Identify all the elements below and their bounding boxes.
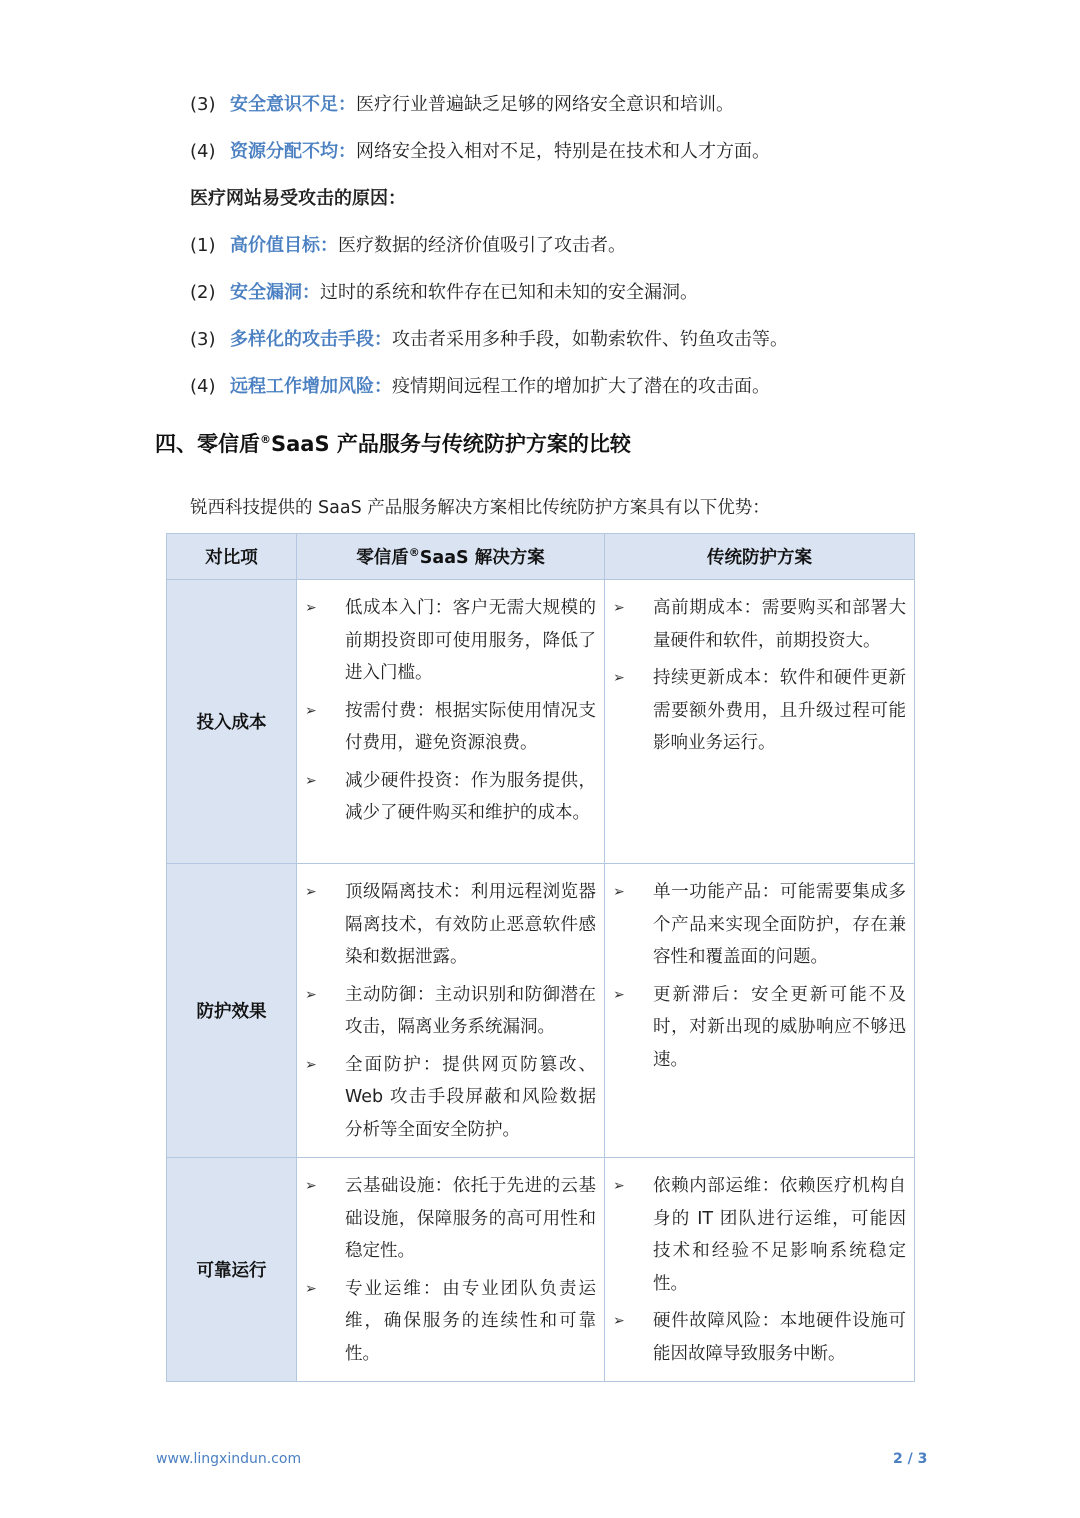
list-text: 医疗数据的经济价值吸引了攻击者。 <box>338 235 626 256</box>
bullet-text: 依赖内部运维：依赖医疗机构自身的 IT 团队进行运维，可能因技术和经验不足影响系统稳定性。 <box>653 1176 906 1294</box>
subheading: 医疗网站易受攻击的原因： <box>190 188 406 209</box>
bullet-text: 硬件故障风险：本地硬件设施可能因故障导致服务中断。 <box>653 1311 906 1364</box>
list-item <box>190 90 950 137</box>
bullet-item <box>613 1170 906 1300</box>
bullet-item <box>613 662 906 760</box>
bullet-text: 高前期成本：需要购买和部署大量硬件和软件，前期投资大。 <box>653 598 906 651</box>
arrow-bullet-icon: ➢ <box>305 1178 317 1194</box>
saas-cell <box>297 1158 605 1382</box>
saas-cell <box>297 864 605 1158</box>
arrow-bullet-icon: ➢ <box>613 670 625 686</box>
section-title <box>155 428 631 458</box>
bullet-item <box>305 979 596 1044</box>
arrow-bullet-icon: ➢ <box>305 1280 317 1297</box>
arrow-bullet-icon: ➢ <box>305 884 317 900</box>
bullet-item <box>305 876 596 974</box>
traditional-cell <box>605 580 915 864</box>
bullet-item <box>305 1273 596 1371</box>
row-label: 投入成本 <box>167 580 297 864</box>
page-number: 2 / 3 <box>893 1451 928 1467</box>
bullet-item <box>305 695 596 760</box>
arrow-bullet-icon: ➢ <box>613 1313 625 1329</box>
table-header-row <box>167 534 915 580</box>
list-term: 多样化的攻击手段： <box>230 329 392 350</box>
bullet-item <box>613 979 906 1077</box>
list-number: (2) <box>190 282 216 303</box>
footer-url: www.lingxindun.com <box>156 1451 302 1467</box>
bullet-text: 专业运维：由专业团队负责运维，确保服务的连续性和可靠性。 <box>345 1278 596 1364</box>
row-label: 防护效果 <box>167 864 297 1158</box>
header-saas-solution <box>297 534 605 580</box>
list-item <box>190 231 950 278</box>
arrow-bullet-icon: ➢ <box>613 600 625 616</box>
list-text: 医疗行业普遍缺乏足够的网络安全意识和培训。 <box>356 94 734 115</box>
list-item <box>190 372 950 419</box>
list-item <box>190 278 950 325</box>
header-saas-prefix: 零信盾 <box>356 548 409 568</box>
list-text: 网络安全投入相对不足，特别是在技术和人才方面。 <box>356 141 770 162</box>
list-item <box>190 137 950 184</box>
bullet-item <box>613 592 906 657</box>
traditional-cell <box>605 1158 915 1382</box>
bullet-text: 顶级隔离技术：利用远程浏览器隔离技术，有效防止恶意软件感染和数据泄露。 <box>345 882 596 967</box>
bullet-text: 云基础设施：依托于先进的云基础设施，保障服务的高可用性和稳定性。 <box>345 1176 596 1261</box>
table-row <box>167 580 915 864</box>
bullet-item <box>305 765 596 830</box>
bullet-text: 减少硬件投资：作为服务提供，减少了硬件购买和维护的成本。 <box>345 770 596 823</box>
bullet-text: 更新滞后：安全更新可能不及时，对新出现的威胁响应不够迅速。 <box>653 984 906 1070</box>
list-number: (4) <box>190 141 216 162</box>
list-number: (3) <box>190 94 216 115</box>
bullet-text: 全面防护：提供网页防篡改、Web 攻击手段屏蔽和风险数据分析等全面安全防护。 <box>345 1054 596 1140</box>
list-term: 安全漏洞： <box>230 282 320 303</box>
bullet-item <box>305 1049 596 1147</box>
section-title-prefix: 四、零信盾 <box>155 432 260 456</box>
arrow-bullet-icon: ➢ <box>305 986 317 1003</box>
list-number: (1) <box>190 235 216 256</box>
bullet-text: 持续更新成本：软件和硬件更新需要额外费用，且升级过程可能影响业务运行。 <box>653 668 906 753</box>
arrow-bullet-icon: ➢ <box>613 986 625 1003</box>
table-row <box>167 864 915 1158</box>
bullet-text: 主动防御：主动识别和防御潜在攻击，隔离业务系统漏洞。 <box>345 984 596 1037</box>
bullet-text: 单一功能产品：可能需要集成多个产品来实现全面防护，存在兼容性和覆盖面的问题。 <box>653 882 906 967</box>
arrow-bullet-icon: ➢ <box>305 772 317 789</box>
bullet-text: 按需付费：根据实际使用情况支付费用，避免资源浪费。 <box>345 700 596 753</box>
list-text: 攻击者采用多种手段，如勒索软件、钓鱼攻击等。 <box>392 329 788 350</box>
list-term: 资源分配不均： <box>230 141 356 162</box>
list-term: 远程工作增加风险： <box>230 376 392 397</box>
arrow-bullet-icon: ➢ <box>613 1178 625 1194</box>
table-row <box>167 1158 915 1382</box>
bullet-item <box>613 1305 906 1370</box>
bullet-item <box>613 876 906 974</box>
body-lists <box>190 90 950 419</box>
header-traditional: 传统防护方案 <box>605 534 915 580</box>
registered-mark: ® <box>260 433 271 446</box>
header-compare-item: 对比项 <box>167 534 297 580</box>
comparison-table <box>166 533 915 1382</box>
saas-cell <box>297 580 605 864</box>
registered-mark: ® <box>408 546 420 560</box>
bullet-item <box>305 592 596 690</box>
traditional-cell <box>605 864 915 1158</box>
list-term: 高价值目标： <box>230 235 338 256</box>
bullet-text: 低成本入门：客户无需大规模的前期投资即可使用服务，降低了进入门槛。 <box>345 598 596 683</box>
list-number: (3) <box>190 329 216 350</box>
list-number: (4) <box>190 376 216 397</box>
bullet-item <box>305 1170 596 1268</box>
row-label: 可靠运行 <box>167 1158 297 1382</box>
section-title-suffix: SaaS 产品服务与传统防护方案的比较 <box>271 432 631 456</box>
intro-paragraph: 锐西科技提供的 SaaS 产品服务解决方案相比传统防护方案具有以下优势： <box>190 498 770 518</box>
list-text: 疫情期间远程工作的增加扩大了潜在的攻击面。 <box>392 376 770 397</box>
list-term: 安全意识不足： <box>230 94 356 115</box>
header-saas-suffix: SaaS 解决方案 <box>419 548 545 568</box>
list-item <box>190 325 950 372</box>
arrow-bullet-icon: ➢ <box>305 1056 317 1073</box>
arrow-bullet-icon: ➢ <box>613 884 625 900</box>
list-text: 过时的系统和软件存在已知和未知的安全漏洞。 <box>320 282 698 303</box>
arrow-bullet-icon: ➢ <box>305 600 317 616</box>
arrow-bullet-icon: ➢ <box>305 702 317 719</box>
